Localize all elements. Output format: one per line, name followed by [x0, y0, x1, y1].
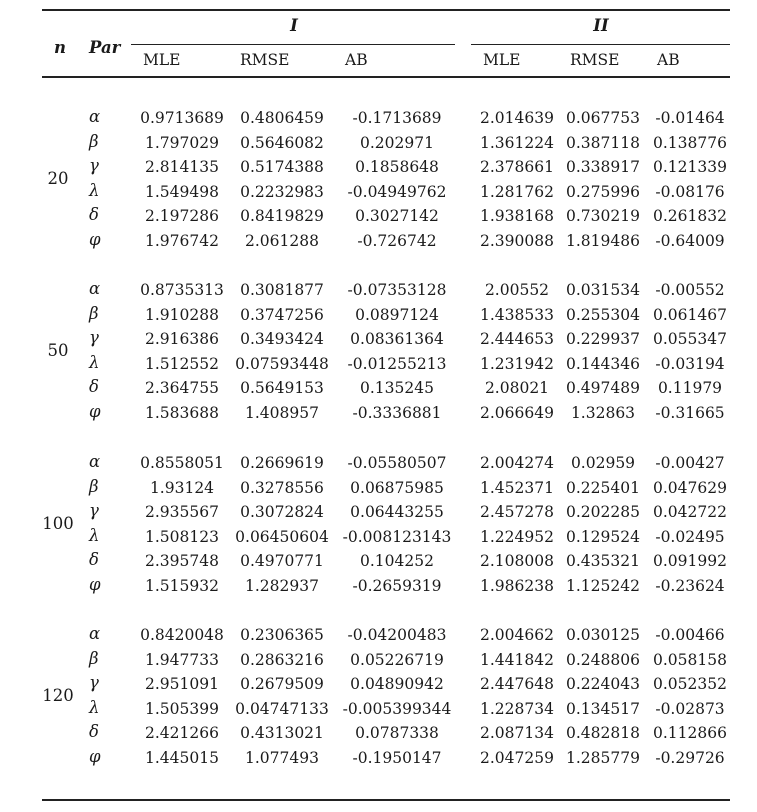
cell-ab-i: -0.1713689 [352, 109, 442, 127]
cell-mle-ii: 2.066649 [480, 403, 554, 422]
parameter-symbol: α [89, 107, 101, 126]
cell-ab-ii: -0.00466 [655, 626, 725, 644]
cell-mle-ii: 1.938168 [480, 207, 554, 225]
cell-rmse-i: 0.3072824 [240, 503, 324, 521]
cell-rmse-i: 2.061288 [245, 231, 319, 250]
cell-ab-i: -0.04200483 [347, 626, 447, 644]
cell-rmse-ii: 0.030125 [566, 626, 640, 644]
cell-ab-ii: 0.058158 [653, 650, 727, 669]
cell-ab-ii: 0.055347 [653, 330, 727, 348]
col-header-mle-ii: MLE [483, 51, 521, 69]
parameter-symbol: α [89, 279, 101, 298]
cell-mle-i: 1.910288 [145, 305, 219, 324]
cell-ab-i: -0.3336881 [352, 403, 442, 422]
cell-mle-i: 0.8558051 [140, 454, 224, 472]
cell-ab-ii: 0.052352 [653, 675, 727, 693]
cell-ab-i: -0.005399344 [342, 699, 452, 718]
cell-ab-ii: -0.01464 [655, 109, 725, 127]
cell-mle-i: 2.951091 [145, 675, 219, 693]
cell-mle-i: 1.515932 [145, 576, 219, 595]
cell-mle-i: 1.512552 [145, 354, 219, 373]
cell-ab-i: 0.3027142 [355, 207, 439, 225]
cell-rmse-ii: 1.125242 [566, 576, 640, 595]
cell-mle-i: 2.421266 [145, 724, 219, 742]
cell-rmse-ii: 0.144346 [566, 354, 640, 373]
cell-rmse-ii: 0.482818 [566, 724, 640, 742]
col-header-ab-i: AB [345, 51, 368, 69]
cell-ab-i: 0.08361364 [350, 330, 444, 348]
parameter-symbol: δ [89, 205, 99, 224]
cell-ab-ii: 0.112866 [653, 724, 727, 742]
cell-rmse-i: 0.4970771 [240, 552, 324, 570]
cell-mle-i: 0.8735313 [140, 281, 224, 299]
parameter-symbol: φ [89, 746, 101, 766]
cell-mle-i: 1.508123 [145, 527, 219, 546]
group-i-underline [131, 44, 455, 45]
cell-rmse-ii: 0.435321 [566, 552, 640, 570]
cell-ab-ii: -0.23624 [655, 576, 725, 595]
parameter-symbol: δ [89, 377, 99, 396]
cell-rmse-i: 0.3493424 [240, 330, 324, 348]
group-ii-underline [471, 44, 730, 45]
sample-size-label: 120 [42, 686, 74, 706]
cell-mle-i: 0.9713689 [140, 109, 224, 127]
cell-mle-ii: 2.087134 [480, 724, 554, 742]
cell-rmse-i: 1.408957 [245, 403, 319, 422]
cell-rmse-ii: 0.02959 [570, 454, 636, 472]
parameter-symbol: γ [89, 501, 99, 520]
col-header-rmse-ii: RMSE [570, 51, 620, 69]
parameter-symbol: α [89, 624, 101, 643]
cell-ab-ii: -0.00427 [655, 454, 725, 472]
parameter-symbol: λ [89, 525, 100, 545]
cell-ab-ii: 0.261832 [653, 207, 727, 225]
cell-ab-i: -0.07353128 [347, 281, 447, 299]
cell-mle-ii: 2.014639 [480, 109, 554, 127]
parameter-symbol: γ [89, 328, 99, 347]
cell-mle-ii: 1.361224 [480, 133, 554, 152]
cell-rmse-i: 0.8419829 [240, 207, 324, 225]
cell-ab-i: -0.008123143 [342, 527, 452, 546]
cell-ab-i: 0.202971 [360, 133, 434, 152]
group-i-label: I [290, 16, 298, 35]
cell-mle-i: 1.93124 [149, 478, 215, 497]
cell-rmse-ii: 0.202285 [566, 503, 640, 521]
col-header-rmse-i: RMSE [240, 51, 290, 69]
cell-mle-ii: 1.452371 [480, 478, 554, 497]
cell-rmse-i: 1.282937 [245, 576, 319, 595]
cell-ab-i: -0.2659319 [352, 576, 442, 595]
parameter-symbol: λ [89, 697, 100, 717]
cell-ab-i: 0.135245 [360, 379, 434, 397]
cell-ab-ii: -0.02873 [655, 699, 725, 718]
cell-rmse-i: 0.07593448 [235, 354, 329, 373]
cell-ab-ii: 0.121339 [653, 158, 727, 176]
cell-ab-i: 0.1858648 [355, 158, 439, 176]
cell-mle-ii: 2.00552 [484, 281, 550, 299]
cell-mle-i: 1.505399 [145, 699, 219, 718]
cell-mle-ii: 1.438533 [480, 305, 554, 324]
cell-rmse-i: 0.5174388 [240, 158, 324, 176]
cell-rmse-ii: 1.819486 [566, 231, 640, 250]
cell-ab-i: -0.726742 [357, 231, 437, 250]
sample-size-label: 100 [42, 514, 74, 534]
col-header-ab-ii: AB [657, 51, 680, 69]
cell-mle-i: 1.445015 [145, 748, 219, 767]
cell-rmse-i: 0.06450604 [235, 527, 329, 546]
cell-rmse-i: 0.4313021 [240, 724, 324, 742]
cell-mle-ii: 2.08021 [484, 379, 550, 397]
sample-size-label: 50 [47, 341, 69, 361]
cell-ab-ii: -0.29726 [655, 748, 725, 767]
cell-rmse-ii: 0.338917 [566, 158, 640, 176]
cell-mle-ii: 2.447648 [480, 675, 554, 693]
cell-mle-ii: 1.441842 [480, 650, 554, 669]
cell-ab-ii: -0.64009 [655, 231, 725, 250]
cell-rmse-ii: 0.067753 [566, 109, 640, 127]
bottom-rule [42, 799, 730, 801]
cell-mle-ii: 2.390088 [480, 231, 554, 250]
cell-ab-ii: -0.02495 [655, 527, 725, 546]
cell-mle-i: 1.583688 [145, 403, 219, 422]
cell-rmse-ii: 0.497489 [566, 379, 640, 397]
cell-mle-i: 1.797029 [145, 133, 219, 152]
parameter-symbol: β [89, 648, 99, 668]
cell-ab-i: 0.0897124 [355, 305, 439, 324]
cell-ab-ii: 0.047629 [653, 478, 727, 497]
cell-ab-i: 0.104252 [360, 552, 434, 570]
cell-mle-i: 2.197286 [145, 207, 219, 225]
cell-rmse-ii: 1.285779 [566, 748, 640, 767]
parameter-symbol: β [89, 131, 99, 151]
cell-mle-i: 1.947733 [145, 650, 219, 669]
cell-rmse-ii: 0.129524 [566, 527, 640, 546]
cell-rmse-i: 0.4806459 [240, 109, 324, 127]
cell-rmse-ii: 0.225401 [566, 478, 640, 497]
cell-rmse-i: 0.3747256 [240, 305, 324, 324]
parameter-symbol: α [89, 452, 101, 471]
cell-ab-ii: -0.03194 [655, 354, 725, 373]
cell-mle-i: 0.8420048 [140, 626, 224, 644]
cell-mle-ii: 2.047259 [480, 748, 554, 767]
parameter-symbol: β [89, 303, 99, 323]
cell-rmse-ii: 0.387118 [566, 133, 640, 152]
cell-rmse-ii: 0.224043 [566, 675, 640, 693]
parameter-symbol: δ [89, 550, 99, 569]
col-header-mle-i: MLE [143, 51, 181, 69]
cell-rmse-i: 0.5649153 [240, 379, 324, 397]
cell-mle-i: 2.935567 [145, 503, 219, 521]
cell-ab-ii: -0.08176 [655, 182, 725, 201]
parameter-symbol: φ [89, 401, 101, 421]
cell-mle-ii: 1.224952 [480, 527, 554, 546]
sample-size-label: 20 [47, 169, 69, 189]
cell-rmse-i: 1.077493 [245, 748, 319, 767]
cell-rmse-i: 0.2232983 [240, 182, 324, 201]
cell-ab-i: -0.04949762 [347, 182, 447, 201]
cell-ab-i: 0.06875985 [350, 478, 444, 497]
cell-mle-i: 2.395748 [145, 552, 219, 570]
parameter-symbol: δ [89, 722, 99, 741]
cell-mle-i: 2.364755 [145, 379, 219, 397]
cell-rmse-ii: 0.134517 [566, 699, 640, 718]
cell-rmse-i: 0.3278556 [240, 478, 324, 497]
cell-mle-ii: 2.004662 [480, 626, 554, 644]
parameter-symbol: φ [89, 229, 101, 249]
cell-mle-i: 1.549498 [145, 182, 219, 201]
cell-ab-ii: -0.00552 [655, 281, 725, 299]
cell-mle-ii: 2.444653 [480, 330, 554, 348]
parameter-symbol: γ [89, 156, 99, 175]
cell-rmse-ii: 0.255304 [566, 305, 640, 324]
cell-rmse-ii: 0.248806 [566, 650, 640, 669]
n-header: n [54, 38, 66, 57]
cell-ab-ii: 0.042722 [653, 503, 727, 521]
parameter-symbol: φ [89, 574, 101, 594]
cell-rmse-i: 0.04747133 [235, 699, 329, 718]
parameter-symbol: λ [89, 180, 100, 200]
cell-rmse-ii: 1.32863 [570, 403, 636, 422]
cell-mle-ii: 2.378661 [480, 158, 554, 176]
cell-rmse-ii: 0.031534 [566, 281, 640, 299]
cell-ab-ii: 0.061467 [653, 305, 727, 324]
cell-ab-i: -0.05580507 [347, 454, 447, 472]
parameter-symbol: β [89, 476, 99, 496]
cell-ab-i: -0.01255213 [347, 354, 447, 373]
cell-rmse-i: 0.2863216 [240, 650, 324, 669]
cell-mle-ii: 2.004274 [480, 454, 554, 472]
group-ii-label: II [593, 16, 609, 35]
cell-rmse-i: 0.2669619 [240, 454, 324, 472]
cell-ab-i: 0.04890942 [350, 675, 444, 693]
parameter-symbol: γ [89, 673, 99, 692]
cell-mle-i: 2.916386 [145, 330, 219, 348]
cell-mle-i: 2.814135 [145, 158, 219, 176]
cell-rmse-ii: 0.229937 [566, 330, 640, 348]
cell-ab-i: 0.06443255 [350, 503, 444, 521]
cell-ab-ii: 0.091992 [653, 552, 727, 570]
cell-rmse-ii: 0.730219 [566, 207, 640, 225]
cell-ab-ii: -0.31665 [655, 403, 725, 422]
cell-ab-i: 0.0787338 [355, 724, 439, 742]
cell-mle-ii: 1.281762 [480, 182, 554, 201]
cell-mle-ii: 2.108008 [480, 552, 554, 570]
cell-rmse-i: 0.2306365 [240, 626, 324, 644]
parameter-symbol: λ [89, 352, 100, 372]
top-rule [42, 9, 730, 11]
par-header: Par [89, 38, 121, 57]
cell-ab-i: -0.1950147 [352, 748, 442, 767]
cell-mle-ii: 2.457278 [480, 503, 554, 521]
cell-rmse-i: 0.5646082 [240, 133, 324, 152]
header-bottom-rule [42, 76, 730, 78]
cell-mle-ii: 1.228734 [480, 699, 554, 718]
cell-mle-ii: 1.986238 [480, 576, 554, 595]
cell-ab-i: 0.05226719 [350, 650, 444, 669]
cell-rmse-i: 0.3081877 [240, 281, 324, 299]
cell-mle-ii: 1.231942 [480, 354, 554, 373]
cell-rmse-ii: 0.275996 [566, 182, 640, 201]
cell-ab-ii: 0.11979 [657, 379, 723, 397]
cell-mle-i: 1.976742 [145, 231, 219, 250]
cell-rmse-i: 0.2679509 [240, 675, 324, 693]
cell-ab-ii: 0.138776 [653, 133, 727, 152]
